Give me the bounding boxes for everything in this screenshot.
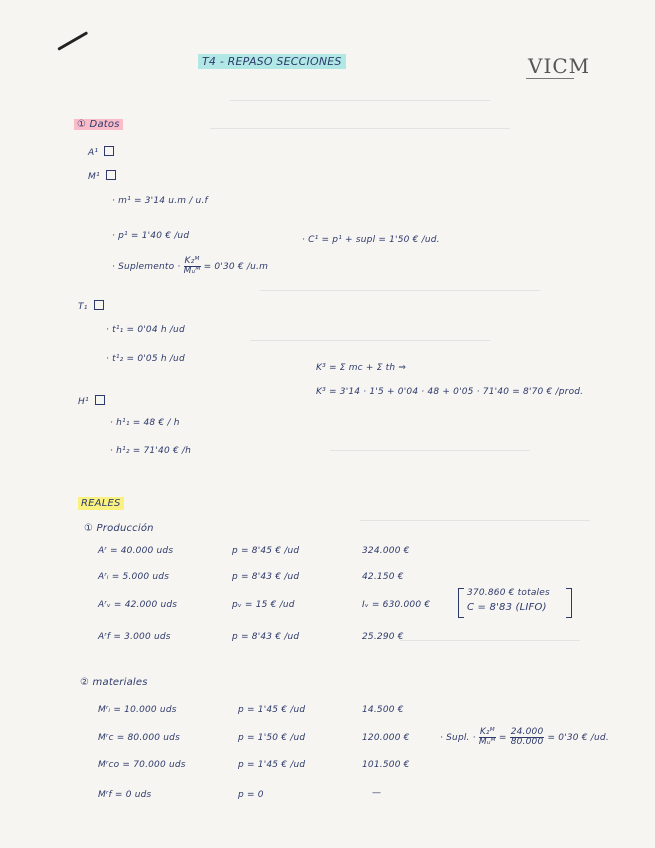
- mat-row-v: 120.000 €: [362, 733, 410, 743]
- prod-row-a: Aʳf = 3.000 uds: [98, 632, 171, 642]
- t1-value: · t¹₁ = 0'04 h /ud: [106, 325, 185, 335]
- fraction: $\frac{\text{K₂ᴹ}}{\text{Mᵤᴹ}}$: [183, 256, 201, 276]
- bracket-right: [566, 588, 572, 618]
- checkbox-icon: [94, 300, 104, 310]
- prod-row-a: Aʳᵢ = 5.000 uds: [98, 572, 170, 582]
- suplemento-formula: · Suplemento · $\frac{\text{K₂ᴹ}}{\text{Mᵤᴹ}}$ = 0'30 € /u.m: [112, 256, 269, 276]
- show-through-line: [250, 340, 490, 341]
- mat-row-p: p = 1'50 € /ud: [238, 733, 306, 743]
- prod-row-a: Aʳ = 40.000 uds: [98, 546, 174, 556]
- note-lifo: C = 8'83 (LIFO): [467, 602, 547, 613]
- checkbox-icon: [104, 146, 114, 156]
- prod-row-p: p = 8'43 € /ud: [232, 572, 300, 582]
- k-value: K³ = 3'14 · 1'5 + 0'04 · 48 + 0'05 · 71'40 = 8'70 € /prod.: [316, 387, 584, 397]
- prod-row-a: Aʳᵥ = 42.000 uds: [98, 600, 178, 610]
- h1-value: · h¹₁ = 48 € / h: [110, 418, 180, 428]
- mat-row-v: —: [372, 788, 382, 798]
- show-through-line: [400, 640, 580, 641]
- prod-row-p: pᵥ = 15 € /ud: [232, 600, 295, 610]
- mat-row-v: 101.500 €: [362, 760, 410, 770]
- label-t: T₁: [78, 300, 104, 312]
- checkbox-icon: [95, 395, 105, 405]
- brand-logo: VICM: [528, 54, 591, 78]
- c-value: · C¹ = p¹ + supl = 1'50 € /ud.: [302, 235, 440, 245]
- fraction: $\frac{\text{K₂ᴹ}}{\text{Mᵤᴹ}}$: [478, 727, 496, 747]
- pen-mark: [57, 31, 88, 51]
- subsection-produccion: ① Producción: [84, 523, 154, 534]
- show-through-line: [260, 290, 540, 291]
- mat-row-p: p = 1'45 € /ud: [238, 705, 306, 715]
- mat-row-a: Mʳc = 80.000 uds: [98, 733, 180, 743]
- m-value: · m¹ = 3'14 u.m / u.f: [112, 196, 208, 206]
- logo-underline: [526, 78, 574, 79]
- prod-row-v: Iᵥ = 630.000 €: [362, 600, 431, 610]
- checkbox-icon: [106, 170, 116, 180]
- label-h: H¹: [78, 395, 105, 407]
- subsection-materiales: ② materiales: [80, 677, 148, 688]
- prod-row-p: p = 8'43 € /ud: [232, 632, 300, 642]
- note-totales: 370.860 € totales: [467, 588, 550, 598]
- show-through-line: [360, 520, 590, 521]
- mat-row-a: Mʳf = 0 uds: [98, 790, 152, 800]
- bracket-left: [458, 588, 464, 618]
- section-title-reales: REALES: [78, 497, 124, 510]
- mat-row-p: p = 1'45 € /ud: [238, 760, 306, 770]
- prod-row-v: 25.290 €: [362, 632, 404, 642]
- fraction: $\frac{24.000}{80.000}$: [510, 727, 544, 747]
- mat-row-a: Mʳco = 70.000 uds: [98, 760, 186, 770]
- prod-row-v: 324.000 €: [362, 546, 410, 556]
- prod-row-v: 42.150 €: [362, 572, 404, 582]
- label-m: M¹: [88, 170, 116, 182]
- mat-row-p: p = 0: [238, 790, 264, 800]
- show-through-line: [210, 128, 510, 129]
- k-formula: K³ = Σ mc + Σ th ⇒: [316, 363, 407, 373]
- mat-row-v: 14.500 €: [362, 705, 404, 715]
- prod-row-p: p = 8'45 € /ud: [232, 546, 300, 556]
- p-value: · p¹ = 1'40 € /ud: [112, 231, 190, 241]
- mat-row-a: Mʳᵢ = 10.000 uds: [98, 705, 177, 715]
- section-title-datos: ① Datos: [74, 119, 123, 130]
- show-through-line: [330, 450, 530, 451]
- show-through-line: [230, 100, 490, 101]
- label-a: A¹: [88, 146, 114, 158]
- t2-value: · t¹₂ = 0'05 h /ud: [106, 354, 185, 364]
- page-title: T4 - REPASO SECCIONES: [198, 54, 346, 69]
- supl-formula: · Supl. · $\frac{\text{K₂ᴹ}}{\text{Mᵤᴹ}}$ = $\frac{24.000}{80.000}$ = 0'30 € /ud.: [440, 727, 609, 747]
- h2-value: · h¹₂ = 71'40 € /h: [110, 446, 192, 456]
